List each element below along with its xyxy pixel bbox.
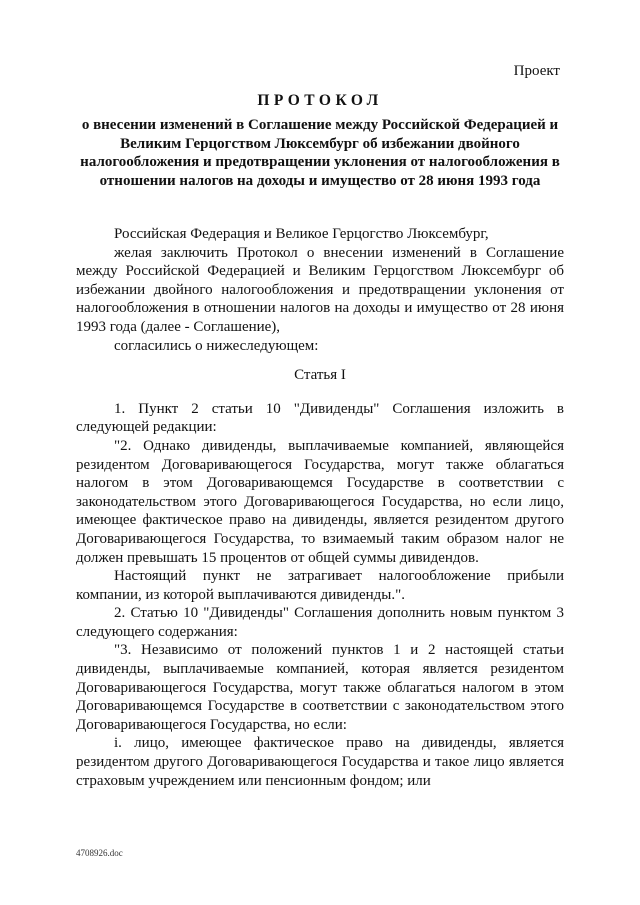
draft-label: Проект [513, 63, 560, 79]
article-heading: Статья I [294, 367, 346, 384]
preamble-intent: желая заключить Протокол о внесении изменений в Соглашение между Российской Федерацией и Великим Герцогством Люксембург об избежании двойного налогообложения и предотвращении уклонения от налогообложения в отношении налогов на доходы и имущество от 28 июня 1993 года (далее - Соглашение), [76, 244, 564, 335]
footer-file-name: 4708926.doc [76, 848, 123, 858]
article-paragraph-6: i. лицо, имеющее фактическое право на дивиденды, является резидентом другого Договаривающегося Государства и такое лицо является страховым учреждением или пенсионным фондом; или [76, 735, 564, 789]
article-paragraph-4: 2. Статью 10 "Дивиденды" Соглашения дополнить новым пунктом 3 следующего содержания: [76, 605, 564, 640]
article-paragraph-5: "3. Независимо от положений пунктов 1 и 2 настоящей статьи дивиденды, выплачиваемые компанией, которая является резидентом Договаривающегося Государства, могут также облагаться налогом в этом Договаривающемся Государстве в соответствии с законодательством этого Договаривающегося Государства, но если: [76, 642, 564, 733]
preamble-agreed: согласились о нижеследующем: [114, 337, 319, 354]
article-paragraph-3: Настоящий пункт не затрагивает налогообложение прибыли компании, из которой выплачиваются дивиденды.". [76, 568, 564, 603]
article-paragraph-2: "2. Однако дивиденды, выплачиваемые компанией, являющейся резидентом Договаривающегося Государства, могут также облагаться налогом в этом Договаривающемся Государстве в соответствии с законодательством этого Договаривающегося Государства, но если лицо, имеющее фактическое право на дивиденды, является резидентом другого Договаривающегося Государства, то взимаемый таким образом налог не должен превышать 15 процентов от общей суммы дивидендов. [76, 437, 564, 566]
preamble-parties: Российская Федерация и Великое Герцогство Люксембург, [114, 226, 489, 242]
document-subtitle: о внесении изменений в Соглашение между Российской Федерацией и Великим Герцогством Люксембург об избежании двойного налогообложения и предотвращении уклонения от налогообложения в отношении налогов на доходы и имущество от 28 июня 1993 года [80, 117, 560, 189]
document-title: ПРОТОКОЛ [257, 92, 383, 109]
article-paragraph-1: 1. Пункт 2 статьи 10 "Дивиденды" Соглашения изложить в следующей редакции: [76, 400, 564, 436]
document-body [76, 225, 564, 790]
